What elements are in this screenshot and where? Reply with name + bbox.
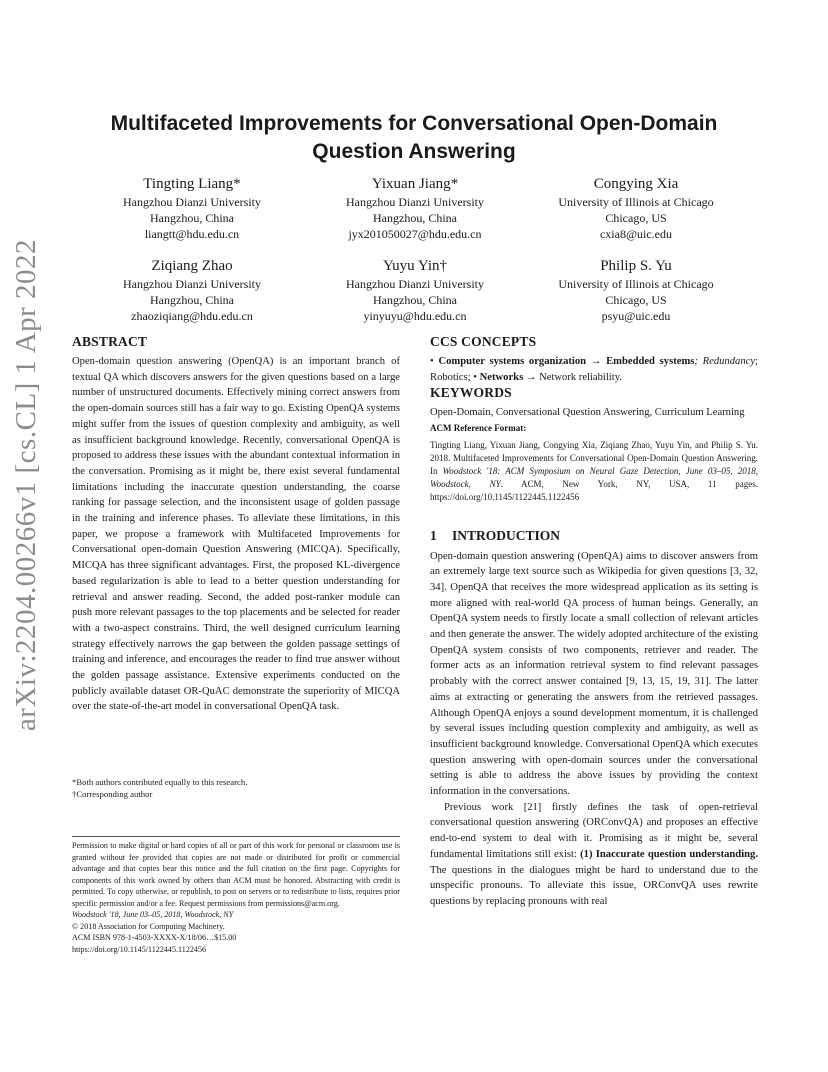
abstract-text: Open-domain question answering (OpenQA) is an important branch of textual QA which discovers answers for the given questions based on a large number of unstructured documents. Effectively mining correct answers from the open-domain sources still has a fair way to go. Existing OpenQA systems might suffer from the issues of question complexity and ambiguity, as well as insufficient background knowledge. Recently, conversational OpenQA is proposed to address these issues with the abundant contextual information in the conversation. Promising as it might be, there exist several fundamental limitations including the inaccurate question understanding, the coarse ranking for passage selection, and the inconsistent usage of golden passage in the training and inference phases. To alleviate these limitations, in this paper, we propose a framework with Multifaceted Improvements for Conversational open-domain Question Answering (MICQA). Specifically, MICQA has three significant advantages. First, the proposed KL-divergence based regularization is able to lead to a better question understanding for retrieval and answer reading. Second, the added post-ranker module can push more relevant passages to the top placements and be selected for reader with a two-aspect constrains. Third, the well designed curriculum learning strategy effectively narrows the gap between the golden passage settings of training and inference, and encourages the reader to find true answer without the golden passage assistance. Extensive experiments conducted on the publicly available dataset OR-QuAC demonstrate the superiority of MICQA over the state-of-the-art model in conversational OpenQA task. — [72, 356, 400, 713]
keywords-text: Open-Domain, Conversational Question Answering, Curriculum Learning — [430, 407, 745, 419]
author-name: Ziqiang Zhao — [151, 258, 233, 274]
introduction-heading — [430, 528, 758, 544]
author-location: Hangzhou, China — [373, 211, 457, 225]
author-location: Chicago, US — [605, 293, 667, 307]
acm-reference-tail: . ACM, New York, NY, USA, 11 pages. https://doi.org/10.1145/1122445.1122456 — [430, 478, 759, 502]
copyright-line: © 2018 Association for Computing Machinery. — [72, 921, 225, 931]
ccs-item-networks: Networks — [479, 371, 524, 383]
permission-notice — [72, 836, 400, 955]
ccs-bullet: • — [430, 356, 434, 367]
corresponding-author-note: †Corresponding author — [72, 789, 153, 799]
author-name: Congying Xia — [593, 176, 679, 192]
left-column — [72, 334, 400, 715]
section-title: INTRODUCTION — [452, 527, 561, 543]
author-email: jyx201050027@hdu.edu.cn — [348, 227, 482, 241]
intro-para2-start: Previous work [21] firstly defines the task of open-retrieval conversational question answering (ORConvQA) and proposes an effective end-to-end system to deal with it. Promising as it might be, several fundamental limitations still exist: — [430, 801, 758, 860]
author-block — [305, 257, 525, 324]
right-column — [430, 334, 758, 910]
acm-reference-venue: Woodstock '18: ACM Symposium on Neural Gaze Detection, June 03–05, 2018, Woodstock, NY — [430, 465, 758, 489]
ccs-heading: CCS CONCEPTS — [430, 334, 537, 349]
author-affiliation: Hangzhou Dianzi University — [123, 277, 261, 291]
author-affiliation: University of Illinois at Chicago — [558, 195, 714, 209]
ccs-item-redundancy: ; Redundancy — [694, 356, 756, 367]
author-email: psyu@uic.edu — [601, 309, 671, 323]
acm-reference-authors: Tingting Liang, Yixuan Jiang, Congying Xia, Ziqiang Zhao, Yuyu Yin, and Philip S. Yu. 2018. Multifaceted Improvements for Conversational Open-Domain Question Answering. In — [430, 439, 758, 476]
author-block — [305, 175, 525, 242]
author-affiliation: Hangzhou Dianzi University — [123, 195, 261, 209]
isbn-line: ACM ISBN 978-1-4503-XXXX-X/18/06…$15.00 — [72, 933, 237, 942]
acm-reference-text — [430, 439, 758, 504]
author-email: cxia8@uic.edu — [599, 227, 673, 241]
author-name: Yixuan Jiang* — [371, 176, 459, 192]
permission-text: Permission to make digital or hard copies of all or part of this work for personal or classroom use is granted without fee provided that copies are not made or distributed for profit or commercial advantage and that copies bear this notice and the full citation on the first page. Copyrights for components of this work owned by others than ACM must be honored. Abstracting with credit is permitted. To copy otherwise, or republish, to post on servers or to redistribute to lists, requires prior specific permission and/or a fee. Request permissions from permissions@acm.org. — [72, 841, 400, 908]
abstract-heading: ABSTRACT — [72, 334, 148, 349]
author-email: liangtt@hdu.edu.cn — [144, 227, 240, 241]
author-name: Philip S. Yu — [600, 258, 672, 274]
ccs-item-systems: Computer systems organization → Embedded systems — [438, 356, 695, 367]
paper-title: Multifaceted Improvements for Conversational Open-Domain Question Answering — [110, 112, 718, 163]
acm-reference-heading: ACM Reference Format: — [430, 423, 527, 434]
author-email: yinyuyu@hdu.edu.cn — [363, 309, 467, 323]
ccs-concepts — [430, 354, 758, 385]
author-affiliation: University of Illinois at Chicago — [558, 277, 714, 291]
author-email: zhaoziqiang@hdu.edu.cn — [131, 309, 253, 323]
author-affiliation: Hangzhou Dianzi University — [346, 195, 484, 209]
equal-contribution-note: *Both authors contributed equally to this research. — [72, 777, 248, 787]
ccs-item-reliability: → Network reliability. — [523, 371, 622, 383]
venue-line: Woodstock '18, June 03–05, 2018, Woodstock, NY — [72, 910, 234, 919]
author-affiliation: Hangzhou Dianzi University — [346, 277, 484, 291]
author-name: Yuyu Yin† — [382, 258, 448, 274]
author-block — [82, 175, 302, 242]
author-block — [82, 257, 302, 324]
author-name: Tingting Liang* — [143, 176, 241, 192]
author-footnotes — [72, 776, 400, 800]
arxiv-stamp: arXiv:2204.00266v1 [cs.CL] 1 Apr 2022 — [10, 238, 42, 732]
ccs-item-robotics: ; Robotics; — [430, 356, 758, 383]
ccs-bullet: • — [473, 371, 477, 383]
intro-paragraph — [430, 800, 758, 910]
intro-limitation-1: (1) Inaccurate question understanding. — [580, 848, 758, 860]
author-location: Hangzhou, China — [150, 293, 234, 307]
section-number: 1 — [430, 527, 437, 543]
intro-para2-end: The questions in the dialogues might be hard to understand due to the unspecific pronouns. To alleviate this issue, ORConvQA uses rewrite questions by replacing pronouns with real — [430, 864, 758, 907]
doi-line: https://doi.org/10.1145/1122445.1122456 — [72, 944, 207, 954]
keywords-heading: KEYWORDS — [430, 385, 512, 401]
author-location: Hangzhou, China — [373, 293, 457, 307]
intro-paragraph: Open-domain question answering (OpenQA) aims to discover answers from an extremely large text source such as Wikipedia for given questions [3, 32, 34]. OpenQA that receives the more widespread application as its setting is more aligned with real-world QA process of human beings. Generally, an OpenQA system needs to firstly locate a small collection of relevant articles and then generate the answer. The widely adopted architecture of the existing OpenQA system consists of two components, retriever and reader. The former acts as an information retrieval system to find relevant passages probably with the correct answer contained [9, 13, 15, 19, 31]. The latter aims at extracting or generating the answers from the retrieved passages. Although OpenQA enjoys a sound development momentum, it is challenged by several issues including question complexity and ambiguity, as well as insufficient background knowledge. Conversational OpenQA which executes question answering with open-domain sources under the conversational setting is able to address the above issues by providing the context information in the conversations. — [430, 550, 758, 798]
author-location: Chicago, US — [605, 211, 667, 225]
author-block — [526, 257, 746, 324]
author-location: Hangzhou, China — [150, 211, 234, 225]
author-block — [526, 175, 746, 242]
